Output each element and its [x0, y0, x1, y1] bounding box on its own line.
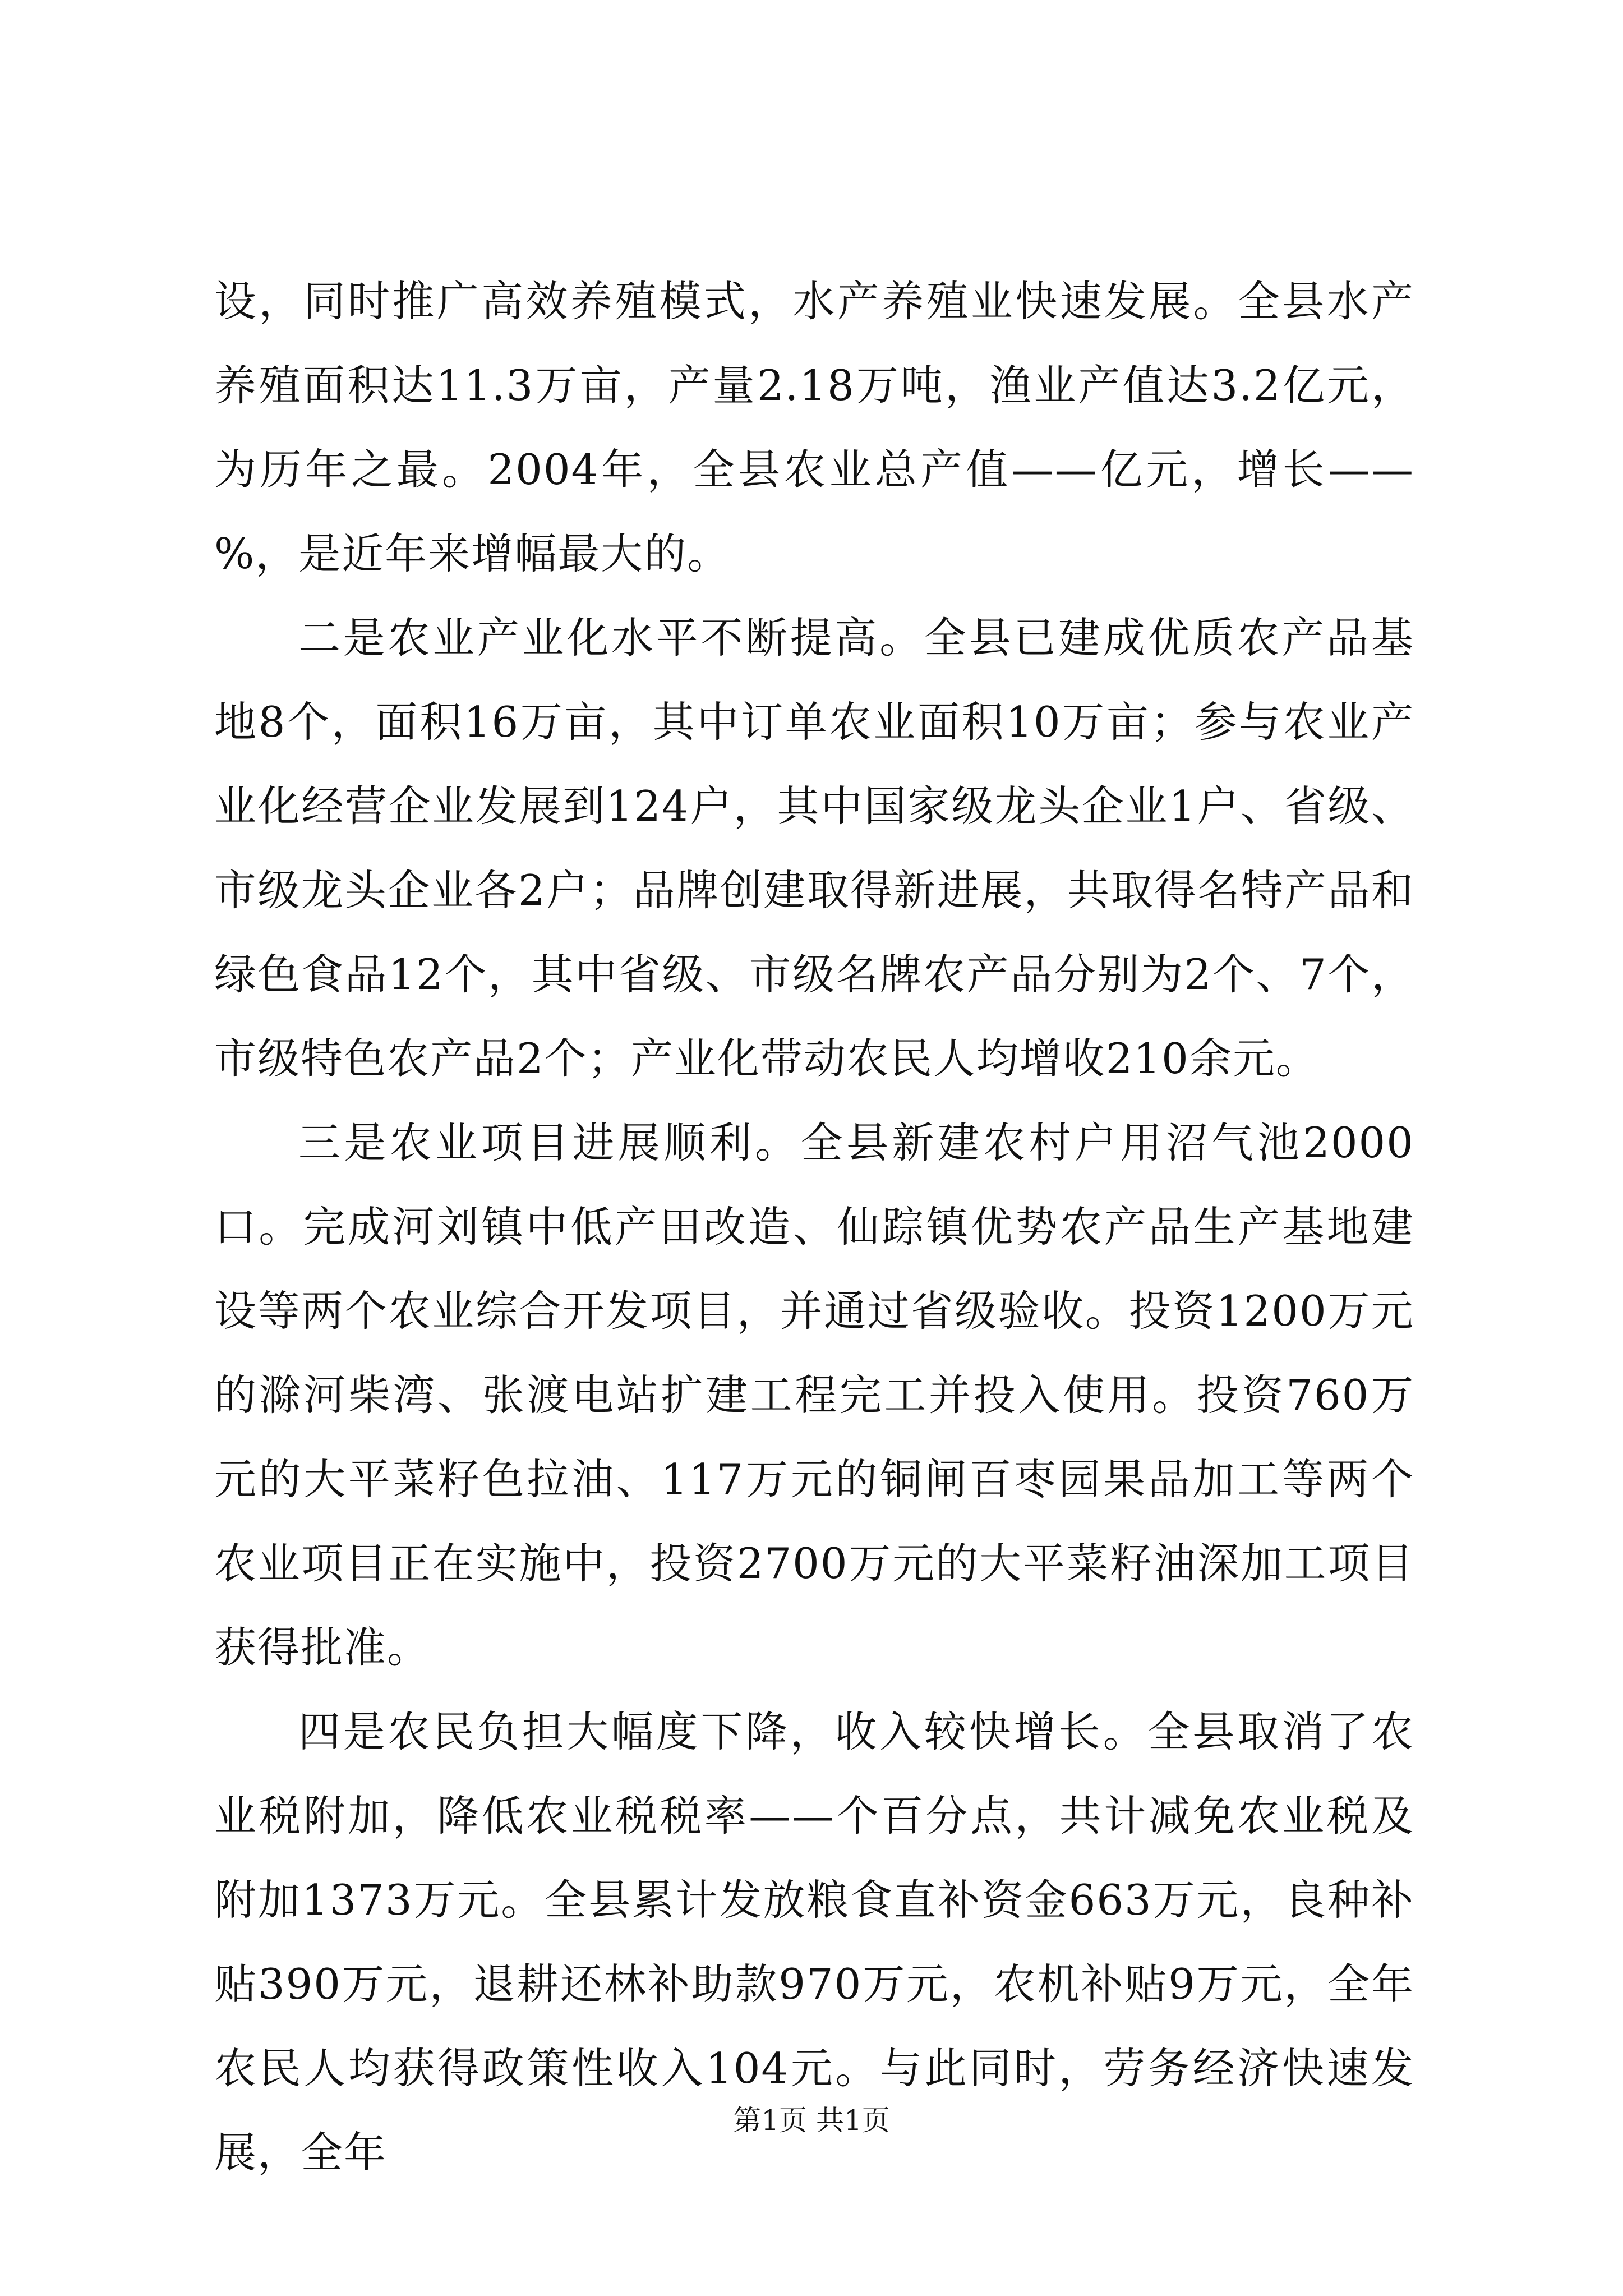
paragraph-2: 二是农业产业化水平不断提高。全县已建成优质农产品基地8个，面积16万亩，其中订单农业面积10万亩；参与农业产业化经营企业发展到124户，其中国家级龙头企业1户、省级、市级龙头企业各2户；品牌创建取得新进展，共取得名特产品和绿色食品12个，其中省级、市级名牌农产品分别为2个、7个，市级特色农产品2个；产业化带动农民人均增收210余元。	[214, 613, 1414, 1083]
paragraph-3: 三是农业项目进展顺利。全县新建农村户用沼气池2000口。完成河刘镇中低产田改造、仙踪镇优势农产品生产基地建设等两个农业综合开发项目，并通过省级验收。投资1200万元的滁河柴湾、张渡电站扩建工程完工并投入使用。投资760万元的大平菜籽色拉油、117万元的铜闸百枣园果品加工等两个农业项目正在实施中，投资2700万元的大平菜籽油深加工项目获得批准。	[214, 1118, 1414, 1672]
paragraph-4: 四是农民负担大幅度下降，收入较快增长。全县取消了农业税附加，降低农业税税率——个百分点，共计减免农业税及附加1373万元。全县累计发放粮食直补资金663万元，良种补贴390万元，退耕还林补助款970万元，农机补贴9万元，全年农民人均获得政策性收入104元。与此同时，劳务经济快速发展，全年	[214, 1707, 1414, 2177]
paragraph-1: 设，同时推广高效养殖模式，水产养殖业快速发展。全县水产养殖面积达11.3万亩，产量2.18万吨，渔业产值达3.2亿元，为历年之最。2004年，全县农业总产值——亿元，增长——%，是近年来增幅最大的。	[214, 277, 1414, 578]
body-text	[214, 259, 1414, 2194]
page-footer: 第1页 共1页	[733, 2104, 890, 2137]
